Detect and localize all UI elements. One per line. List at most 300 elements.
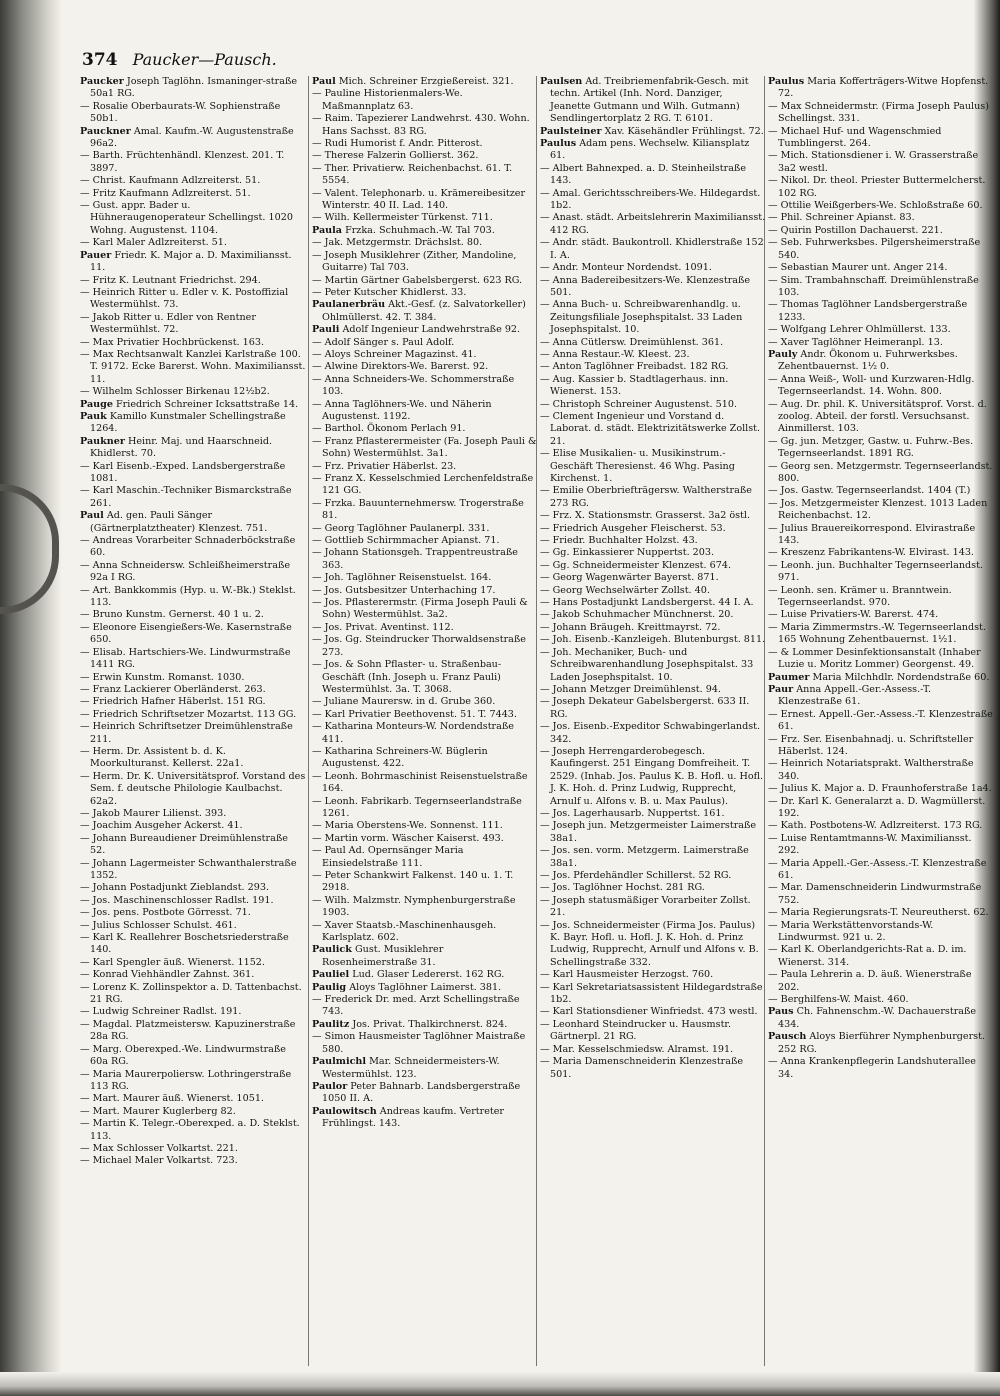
entry-text: — Mich. Stationsdiener i. W. Grasserstraße 3a2 westl. [768,150,979,174]
entry-text: Gust. Musiklehrer Rosenheimerstraße 31. [322,944,444,968]
directory-entry [312,225,538,237]
entry-text: — Heinrich Schriftsetzer Dreimühlenstraße 211. [80,721,293,745]
directory-entry [768,523,994,548]
entry-text: — Elisab. Hartschiers-We. Lindwurmstraße 1411 RG. [80,646,291,671]
directory-entry [540,262,766,274]
directory-entry [768,833,994,858]
entry-text: Ad. Treibriemenfabrik-Gesch. mit techn. Artikel (Inh. Nord. Danziger, Jeanette Gutmann und Wilh. Gutmann) Sendlingertorplatz 2 RG. T. 6101. [550,76,749,125]
entry-text: Heinr. Maj. und Haarschneid. Khidlerst. 70. [90,435,273,460]
directory-entry [80,771,306,808]
entry-text: — Jos. Taglöhner Hochst. 281 RG. [540,882,705,894]
directory-entry [80,485,306,510]
directory-entry [80,957,306,969]
entry-text: — Heinrich Ritter u. Edler v. K. Postoffizial Westermühlst. 73. [80,286,289,311]
entry-text: — Jos. Eisenb.-Expeditor Schwabingerlandst. 342. [540,721,761,745]
directory-entry [312,150,538,162]
entry-text: — Anna Cütlersw. Dreimühlenst. 361. [540,336,724,348]
directory-entry [312,212,538,224]
entry-text: — Karl Maschin.-Techniker Bismarckstraße 261. [80,485,292,509]
entry-text: — Georg Wechselwärter Zollst. 40. [540,584,710,596]
entry-surname: Paucker [80,76,124,87]
directory-entry [768,647,994,672]
directory-entry [540,275,766,300]
directory-entry [768,758,994,783]
directory-entry [312,299,538,324]
directory-entry [80,585,306,610]
entry-text: — Paul Ad. Opernsänger Maria Einsiedelstraße 111. [312,845,464,869]
directory-entry [540,1019,766,1044]
entry-text: — Joh. Mechaniker, Buch- und Schreibwarenhandlung Josephspitalst. 33 Laden Josephspitalst. 10. [540,646,754,683]
entry-surname: Paulig [312,981,347,993]
directory-entry [312,1106,538,1131]
directory-entry [80,820,306,832]
directory-entry [768,684,994,709]
directory-entry [80,150,306,175]
entry-text: Amal. Kaufm.-W. Augustenstraße 96a2. [90,125,294,150]
entry-text: — Karl K. Reallehrer Boschetsriederstraße 140. [80,932,289,956]
directory-entry [540,820,766,845]
directory-entry [312,659,538,696]
directory-entry [312,361,538,373]
entry-text: — Jakob Schuhmacher Münchnerst. 20. [540,609,734,621]
directory-entry [312,994,538,1019]
entry-text: Andreas kaufm. Vertreter Frühlingst. 143. [322,1105,505,1130]
entry-text: — Magdal. Platzmeistersw. Kapuzinerstraße 28a RG. [80,1018,296,1043]
entry-text: — Jos. Metzgermeister Klenzest. 1013 Laden Reichenbachst. 12. [768,497,988,522]
directory-entry [540,721,766,746]
directory-entry [312,696,538,708]
directory-entry [312,337,538,349]
entry-text: — Johann Metzger Dreimühlenst. 94. [540,683,721,695]
entry-text: — Karl Hausmeister Herzogst. 760. [540,969,714,981]
entry-text: Frzka. Schuhmach.-W. Tal 703. [342,224,495,236]
entry-surname: Paukner [80,435,125,447]
directory-entry [540,634,766,646]
entry-text: — Katharina Monteurs-W. Nordendstraße 411. [312,721,514,745]
entry-text: Jos. Privat. Thalkirchnerst. 824. [349,1018,508,1030]
directory-entry [312,721,538,746]
entry-text: — Alwine Direktors-We. Barerst. 92. [312,361,489,373]
directory-entry [768,399,994,436]
entry-text: — Max Schneidermstr. (Firma Joseph Paulus) Schellingst. 331. [768,100,989,125]
entry-text: — Hans Postadjunkt Landsbergerst. 44 I. A. [540,597,754,609]
entry-text: — Franz X. Kesselschmied Lerchenfeldstraße 121 GG. [312,473,534,497]
entry-text: Anna Appell.-Ger.-Assess.-T. Klenzestraße 61. [778,683,932,708]
entry-surname: Paulanerbräu [312,299,386,311]
entry-text: — Franz Pflasterermeister (Fa. Joseph Pauli & Sohn) Westermühlst. 3a1. [312,435,537,460]
directory-entry [312,870,538,895]
directory-entry [768,126,994,151]
entry-text: — Barthol. Ökonom Perlach 91. [312,423,466,435]
directory-entry [768,622,994,647]
directory-entry [312,1019,538,1031]
entry-text: — Joseph Herrengarderobegesch. Kaufingerst. 251 Eingang Domfreiheit. T. 2529. (Inhab. Jos. Paulus K. B. Hofl. u. Hofl. J. K. Hoh. d. Prinz Ludwig, Rupprecht, Arnulf u. Alfons v. B. u. Max Paulus). [540,745,764,807]
directory-entry [312,324,538,336]
directory-entry [768,858,994,883]
directory-entry [540,523,766,535]
entry-text: — Jos. Lagerhausarb. Nuppertst. 161. [540,807,725,819]
entry-text: Xav. Käsehändler Frühlingst. 72. [601,125,764,137]
directory-entry [312,88,538,113]
entry-text: — Ludwig Schreiner Radlst. 191. [80,1006,242,1018]
entry-text: — Anton Taglöhner Freibadst. 182 RG. [540,361,729,373]
entry-text: Aloys Taglöhner Laimerst. 381. [346,981,502,993]
book-gutter [0,0,62,1396]
directory-entry [768,709,994,734]
directory-entry [540,337,766,349]
directory-entry [312,473,538,498]
entry-text: — Gg. Schneidermeister Klenzest. 674. [540,559,731,571]
entry-text: Adolf Ingenieur Landwehrstraße 92. [339,324,521,336]
entry-text: — Karl K. Oberlandgerichts-Rat a. D. im. Wienerst. 314. [768,944,967,968]
entry-text: — Jos. pens. Postbote Görresst. 71. [80,907,251,919]
entry-text: — Leonh. Fabrikarb. Tegernseerlandstraße 1261. [312,795,522,819]
entry-text: — Joachim Ausgeher Ackerst. 41. [80,820,243,832]
entry-text: — Karl Eisenb.-Exped. Landsbergerstraße 1081. [80,460,286,484]
directory-entry [312,585,538,597]
directory-entry [80,337,306,349]
directory-entry [768,150,994,175]
directory-entry [312,572,538,584]
entry-text: — Anna Badereibesitzers-We. Klenzestraße 501. [540,274,751,298]
entry-text: Andr. Ökonom u. Fuhrwerksbes. Zehentbauernst. 1½ 0. [778,348,958,373]
entry-text: — Jos. Privat. Aventinst. 112. [312,621,454,633]
directory-entry [540,374,766,399]
directory-entry [540,982,766,1007]
directory-entry [768,324,994,336]
entry-text: — Jos. Pflasterermstr. (Firma Joseph Pauli & Sohn) Westermühlst. 3a2. [312,597,528,621]
directory-entry [80,932,306,957]
directory-entry [80,858,306,883]
directory-entry [312,944,538,969]
directory-entry [768,796,994,821]
directory-entry [312,969,538,981]
entry-text: Joseph Taglöhn. Ismaninger-straße 50a1 RG. [90,76,298,100]
directory-entry [540,163,766,188]
directory-entry [540,920,766,970]
directory-entry [80,982,306,1007]
entry-surname: Paumer [768,671,810,683]
entry-surname: Pauge [80,398,113,410]
entry-text: — Aug. Kassier b. Stadtlagerhaus. inn. Wienerst. 153. [540,373,729,398]
directory-entry [80,647,306,672]
directory-entry [540,361,766,373]
entry-text: Aloys Bierführer Nymphenburgerst. 252 RG. [778,1031,986,1055]
directory-entry [540,882,766,894]
directory-entry [768,944,994,969]
entry-text: — Christ. Kaufmann Adlzreiterst. 51. [80,175,261,187]
entry-text: — Raim. Tapezierer Landwehrst. 430. Wohn. Hans Sachsst. 83 RG. [312,113,530,137]
directory-entry [768,200,994,212]
directory-entry [80,312,306,337]
entry-text: — Peter Kutscher Khidlerst. 33. [312,286,467,298]
directory-entry [540,237,766,262]
entry-text: — Leonhard Steindrucker u. Hausmstr. Gärtnerpl. 21 RG. [540,1018,732,1043]
directory-entry [540,597,766,609]
directory-entry [540,188,766,213]
entry-surname: Paur [768,683,794,695]
entry-text: — Wilh. Malzmstr. Nymphenburgerstraße 1903. [312,894,516,919]
entry-text: — Anna Schneidersw. Schleißheimerstraße 92a I RG. [80,559,291,584]
directory-entry [312,498,538,523]
entry-text: — Art. Bankkommis (Hyp. u. W.-Bk.) Steklst. 113. [80,584,296,609]
entry-surname: Paus [768,1006,794,1018]
entry-text: Mich. Schreiner Erzgießereist. 321. [335,76,514,87]
entry-surname: Paulsen [540,76,583,87]
entry-text: — Aloys Schreiner Magazinst. 41. [312,348,477,360]
entry-surname: Paulowitsch [312,1105,377,1117]
directory-entry [540,126,766,138]
directory-entry [312,920,538,945]
directory-entry [312,622,538,634]
directory-entry [312,163,538,188]
directory-entry [312,1056,538,1081]
entry-text: — Frzka. Bauunternehmersw. Trogerstraße 81. [312,497,524,522]
entry-text: — Friedr. Buchhalter Holzst. 43. [540,535,698,547]
entry-text: — Erwin Kunstm. Romanst. 1030. [80,671,245,683]
entry-text: — Fritz K. Leutnant Friedrichst. 294. [80,274,261,286]
entry-surname: Paula [312,224,343,236]
entry-text: — Jos. Pferdehändler Schillerst. 52 RG. [540,870,732,881]
directory-entry [768,225,994,237]
entry-text: — Anast. städt. Arbeitslehrerin Maximiliansst. 412 RG. [540,212,766,236]
entry-text: — Lorenz K. Zollinspektor a. D. Tattenbachst. 21 RG. [80,981,302,1006]
directory-entry [768,349,994,374]
entry-text: — Konrad Viehhändler Zahnst. 361. [80,969,255,981]
entry-text: — Maria Regierungsrats-T. Neureutherst. 62. [768,907,989,919]
directory-entry [768,672,994,684]
directory-entry [312,845,538,870]
directory-entry [768,262,994,274]
directory-entry [768,907,994,919]
directory-entry [80,386,306,398]
entry-text: — Mart. Maurer äuß. Wienerst. 1051. [80,1093,264,1105]
entry-text: — Berghilfens-W. Maist. 460. [768,994,909,1006]
directory-entry [80,349,306,386]
entry-text: — Adolf Sänger s. Paul Adolf. [312,336,455,348]
directory-entry [312,597,538,622]
directory-entry [312,820,538,832]
entry-text: — Katharina Schreiners-W. Büglerin Augustenst. 422. [312,745,488,770]
directory-entry [80,175,306,187]
directory-entry [80,200,306,237]
directory-entry [768,882,994,907]
entry-text: — Karl Sekretariatsassistent Hildegardstraße 1b2. [540,981,763,1006]
entry-text: — Eleonore Eisengießers-We. Kasernstraße 650. [80,621,292,646]
entry-text: — Ernest. Appell.-Ger.-Assess.-T. Klenzestraße 61. [768,708,993,733]
entry-text: — Jos. & Sohn Pflaster- u. Straßenbau-Geschäft (Inh. Joseph u. Franz Pauli) Westermühlst. 3a. T. 3068. [312,659,502,695]
directory-entry [80,746,306,771]
directory-entry [540,299,766,336]
directory-entry [312,349,538,361]
directory-entry [80,1019,306,1044]
directory-entry [312,436,538,461]
directory-entry [768,337,994,349]
entry-text: — Fritz Kaufmann Adlzreiterst. 51. [80,187,251,199]
entry-text: Friedr. K. Major a. D. Maximiliansst. 11. [90,249,292,274]
directory-entry [80,882,306,894]
directory-entry [312,771,538,796]
directory-entry [768,1006,994,1031]
entry-text: — Bruno Kunstm. Gernerst. 40 1 u. 2. [80,609,264,621]
entry-text: — Mart. Maurer Kuglerberg 82. [80,1105,236,1117]
entry-text: — Simon Hausmeister Taglöhner Maistraße 580. [312,1031,526,1055]
directory-entry [80,969,306,981]
entry-text: — Michael Huf- und Wagenschmied Tumblingerst. 264. [768,125,942,150]
directory-entry [312,796,538,821]
entry-surname: Paulmichl [312,1056,367,1068]
entry-text: — Frz. Ser. Eisenbahnadj. u. Schriftsteller Häberlst. 124. [768,733,974,757]
entry-text: — Julius Schlosser Schulst. 461. [80,919,237,931]
entry-text: — Joh. Taglöhner Reisenstuelst. 164. [312,572,492,584]
entry-surname: Pauk [80,410,107,422]
entry-text: — Gust. appr. Bader u. Hühneraugenoperateur Schellingst. 1020 Wohng. Augustenst. 1104. [80,200,293,236]
directory-entry [768,461,994,486]
entry-text: — Martin Gärtner Gabelsbergerst. 623 RG. [312,274,523,286]
directory-entry [80,609,306,621]
entry-text: — Johann Postadjunkt Zieblandst. 293. [80,882,270,894]
directory-entry [312,113,538,138]
directory-entry [80,1143,306,1155]
entry-text: — Karl Privatier Beethovenst. 51. T. 7443. [312,708,517,720]
entry-surname: Pauliel [312,969,350,981]
directory-entry [80,535,306,560]
entry-text: — Seb. Fuhrwerksbes. Pilgersheimerstraße 540. [768,237,981,261]
entry-text: — Paula Lehrerin a. D. äuß. Wienerstraße 202. [768,969,972,993]
entry-text: — Maria Zimmermstrs.-W. Tegernseerlandst. 165 Wohnung Zehentbauernst. 1½1. [768,621,986,646]
entry-text: Kamillo Kunstmaler Schellingstraße 1264. [90,410,286,435]
entry-text: — Juliane Maurersw. in d. Grube 360. [312,696,496,708]
directory-entry [768,436,994,461]
entry-surname: Paulus [540,138,577,150]
entry-text: — Joseph jun. Metzgermeister Laimerstraße 38a1. [540,820,757,844]
entry-text: — Wilhelm Schlosser Birkenau 12½b2. [80,386,270,398]
directory-column-2 [312,76,538,1131]
entry-surname: Paulitz [312,1018,350,1030]
entry-text: Maria Kofferträgers-Witwe Hopfenst. 72. [778,76,989,100]
entry-text: — Julius Brauereikorrespond. Elvirastraße 143. [768,522,976,547]
entry-text: — Luise Privatiers-W. Barerst. 474. [768,609,939,621]
entry-text: — Quirin Postillon Dachauerst. 221. [768,224,943,236]
directory-entry [312,1081,538,1106]
directory-entry [540,560,766,572]
directory-entry [80,411,306,436]
directory-entry [540,969,766,981]
directory-entry [540,212,766,237]
page-header [82,50,277,72]
directory-entry [768,609,994,621]
directory-entry [540,647,766,684]
directory-entry [80,1118,306,1143]
directory-entry [312,423,538,435]
entry-text: — Johann Bräugeh. Kreittmayrst. 72. [540,621,721,633]
entry-text: — Georg Wagenwärter Bayerst. 871. [540,572,719,584]
directory-entry [80,126,306,151]
directory-entry [768,485,994,497]
directory-entry [540,895,766,920]
entry-surname: Pausch [768,1031,807,1043]
directory-entry [768,1031,994,1056]
entry-text: — Jos. Gastw. Tegernseerlandst. 1404 (T.) [768,485,971,497]
entry-text: — Max Rechtsanwalt Kanzlei Karlstraße 100. T. 9172. Ecke Barerst. Wohn. Maximiliansst. 11. [80,348,306,385]
entry-text: Lud. Glaser Ledererst. 162 RG. [349,969,505,981]
entry-surname: Pauer [80,249,112,261]
entry-text: — Mar. Damenschneiderin Lindwurmstraße 752. [768,882,982,906]
directory-entry [80,510,306,535]
directory-entry [80,907,306,919]
directory-entry [80,709,306,721]
directory-entry [80,833,306,858]
directory-entry [540,399,766,411]
entry-text: — & Lommer Desinfektionsanstalt (Inhaber Luzie u. Moritz Lommer) Georgenst. 49. [768,646,981,671]
entry-text: — Dr. Karl K. Generalarzt a. D. Wagmüllerst. 192. [768,795,986,819]
entry-surname: Paulick [312,944,352,956]
entry-text: — Gottlieb Schirmmacher Apianst. 71. [312,535,500,547]
directory-entry [80,920,306,932]
entry-text: Maria Milchhdlr. Nordendstraße 60. [809,671,990,683]
directory-entry [80,622,306,647]
directory-entry [80,721,306,746]
entry-text: — Max Schlosser Volkartst. 221. [80,1142,238,1154]
directory-entry [312,138,538,150]
directory-entry [80,250,306,275]
entry-text: — Xaver Taglöhner Heimeranpl. 13. [768,336,943,348]
directory-entry [540,746,766,808]
entry-text: — Joseph statusmäßiger Vorarbeiter Zollst. 21. [540,894,751,919]
entry-text: — Heinrich Notariatsprakt. Waltherstraße 340. [768,758,974,782]
entry-text: — Peter Schankwirt Falkenst. 140 u. 1. T. 2918. [312,870,514,894]
directory-entry [80,1106,306,1118]
entry-text: — Friedrich Ausgeher Fleischerst. 53. [540,522,726,534]
entry-text: — Pauline Historienmalers-We. Maßmannplatz 63. [312,88,463,112]
entry-text: — Phil. Schreiner Apianst. 83. [768,212,915,224]
entry-text: — Elise Musikalien- u. Musikinstrum.-Geschäft Theresienst. 46 Whg. Pasing Kirchenst. 1. [540,448,735,484]
directory-entry [768,498,994,523]
directory-column-1 [80,76,306,1168]
directory-entry [80,436,306,461]
page-number: 374 [82,50,118,70]
directory-entry [312,746,538,771]
entry-text: — Sim. Trambahnschaff. Dreimühlenstraße 103. [768,274,979,298]
entry-text: — Karl Spengler äuß. Wienerst. 1152. [80,956,265,968]
directory-entry [768,374,994,399]
entry-text: — Jos. Maschinenschlosser Radlst. 191. [80,894,274,906]
directory-entry [540,585,766,597]
directory-entry [312,895,538,920]
entry-text: — Georg Taglöhner Paulanerpl. 331. [312,522,490,534]
entry-text: — Karl Maler Adlzreiterst. 51. [80,237,227,249]
entry-text: — Valent. Telephonarb. u. Krämereibesitzer Winterstr. 40 II. Lad. 140. [312,187,526,212]
directory-entry [768,734,994,759]
entry-text: — Maria Werkstättenvorstands-W. Lindwurmst. 921 u. 2. [768,919,934,944]
entry-text: — Jos. sen. vorm. Metzgerm. Laimerstraße 38a1. [540,845,749,869]
directory-entry [312,275,538,287]
entry-text: — Martin K. Telegr.-Oberexped. a. D. Steklst. 113. [80,1118,300,1142]
directory-entry [540,808,766,820]
entry-text: — Julius K. Major a. D. Fraunhoferstraße 1a4. [768,783,992,795]
entry-text: — Wilh. Kellermeister Türkenst. 711. [312,212,493,224]
entry-text: — Nikol. Dr. theol. Priester Buttermelcherst. 102 RG. [768,175,986,199]
entry-text: — Johann Bureaudiener Dreimühlenstraße 52. [80,832,288,857]
entry-text: — Joseph Musiklehrer (Zither, Mandoline, Guitarre) Tal 703. [312,249,517,274]
directory-entry [768,783,994,795]
directory-entry [540,448,766,485]
entry-text: — Joh. Eisenb.-Kanzleigeh. Blutenburgst. 811. [540,634,766,646]
entry-text: — Anna Restaur.-W. Kleest. 23. [540,348,690,360]
directory-entry [312,982,538,994]
entry-text: — Aug. Dr. phil. K. Universitätsprof. Vorst. d. zoolog. Abteil. der forstl. Versuchsanst. Ainmillerst. 103. [768,398,987,435]
entry-text: — Jakob Ritter u. Edler von Rentner Westermühlst. 72. [80,311,256,336]
